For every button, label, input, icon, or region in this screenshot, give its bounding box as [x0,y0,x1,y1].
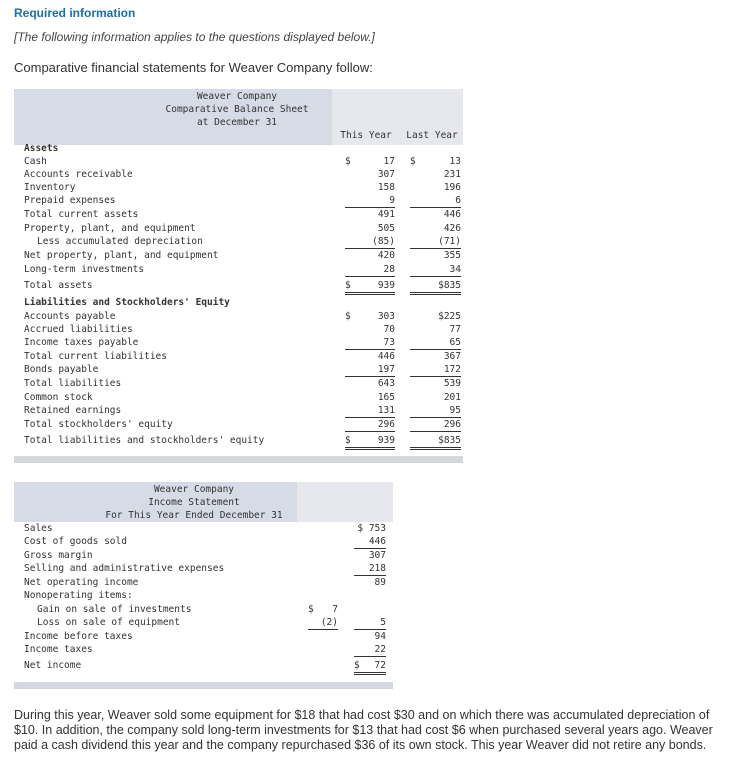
this-year-value: 73 [345,336,395,350]
dollar-sign: $ [410,156,416,167]
table-row [14,535,393,548]
last-year-value: $835 [410,434,461,450]
row-label: Less accumulated depreciation [37,236,203,247]
additional-information-paragraph: During this year, Weaver sold some equipment for $18 that had cost $30 and on which there was accumulated depreciation of $10. In addition, the company sold long-term investments for $13 that had cost $6 when purchased several years ago. Weaver paid a cash dividend this year and the company repurchased $36 of its own stock. This year Weaver did not retire any bonds. [14,708,713,753]
row-label: Assets [24,143,59,154]
table-row [14,418,463,431]
dollar-sign: $ [345,280,351,291]
table-row [14,336,463,349]
table-row [14,616,393,629]
dollar-sign: $ [345,435,351,446]
row-label: Gross margin [24,550,93,561]
row-label: Total liabilities [24,378,122,389]
this-year-value: 420 [377,250,395,261]
this-year-value: 9 [345,194,395,208]
instruction-note: [The following information applies to the questions displayed below.] [14,30,375,44]
table-row [14,603,393,616]
dollar-sign: $ [308,604,314,615]
row-label: Long-term investments [24,264,145,275]
table-row [14,562,393,575]
row-label: Property, plant, and equipment [24,223,196,234]
last-year-value: 6 [410,194,461,208]
this-year-value: 307 [377,169,395,180]
income-statement-bottom-band [14,682,393,689]
column-header-last-year: Last Year [406,130,458,141]
balance-sheet-bottom-band [14,456,463,463]
dollar-sign: $ [345,311,351,322]
table-row [14,194,463,207]
amount-value: 218 [354,562,386,576]
this-year-value: 28 [345,263,395,277]
row-label: Total liabilities and stockholders' equity [24,435,265,446]
table-row [14,142,463,155]
row-label: Liabilities and Stockholders' Equity [24,297,230,308]
row-label: Accounts payable [24,311,116,322]
table-row [14,363,463,376]
last-year-value: 34 [410,263,461,277]
this-year-value: $ 939 [345,279,395,295]
table-row [14,279,463,292]
table-row [14,296,463,309]
row-label: Total stockholders' equity [24,419,173,430]
amount-value: 307 [368,550,386,561]
column-header-this-year: This Year [340,130,392,141]
row-label: Inventory [24,182,76,193]
row-label: Accounts receivable [24,169,133,180]
sub-amount-value: $ 7 [308,604,338,615]
this-year-value: 446 [377,351,395,362]
sub-amount-value: (2) [308,616,338,630]
row-label: Common stock [24,392,93,403]
this-year-value: $ 303 [345,311,395,322]
table-row [14,168,463,181]
balance-sheet-company: Weaver Company [196,91,278,102]
row-label: Prepaid expenses [24,195,116,206]
dollar-sign: $ [345,156,351,167]
last-year-value: 95 [410,404,461,418]
table-row [14,208,463,221]
income-statement-column-header-band [297,482,393,522]
this-year-value: 131 [345,404,395,418]
row-label: Total current liabilities [24,351,167,362]
this-year-value: 158 [377,182,395,193]
table-row [14,222,463,235]
last-year-value: 426 [443,223,461,234]
last-year-value: 367 [443,351,461,362]
table-row [14,249,463,262]
row-label: Nonoperating items: [24,590,133,601]
this-year-value: $ 939 [345,434,395,450]
row-label: Retained earnings [24,405,122,416]
intro-text: Comparative financial statements for Weaver Company follow: [14,60,373,75]
row-label: Accrued liabilities [24,324,133,335]
amount-value: 22 [354,643,386,657]
this-year-value: 491 [377,209,395,220]
income-statement-period: For This Year Ended December 31 [105,510,283,521]
last-year-value: 196 [443,182,461,193]
last-year-value: 231 [443,169,461,180]
table-row [14,235,463,248]
table-row [14,630,393,643]
amount-value: 89 [374,577,386,588]
table-row [14,643,393,656]
income-statement-title: Income Statement [148,497,240,508]
row-label: Loss on sale of equipment [37,617,180,628]
row-label: Net income [24,660,82,671]
this-year-value: 505 [377,223,395,234]
last-year-value: 172 [410,363,461,377]
balance-sheet-date: at December 31 [196,117,278,128]
row-label: Selling and administrative expenses [24,563,225,574]
income-statement-company: Weaver Company [153,484,235,495]
dollar-sign: $ [354,660,360,671]
table-row [14,522,393,535]
balance-sheet-title: Comparative Balance Sheet [165,104,309,115]
amount-value: 446 [354,535,386,549]
this-year-value: 197 [345,363,395,377]
last-year-value: 355 [443,250,461,261]
table-row [14,350,463,363]
this-year-value: (85) [345,235,395,249]
last-year-value: $225 [438,311,461,322]
table-row [14,549,393,562]
row-label: Sales [24,523,53,534]
row-label: Cash [24,156,47,167]
row-label: Net operating income [24,577,139,588]
amount-value: $ 753 [357,523,386,534]
row-label: Net property, plant, and equipment [24,250,219,261]
row-label: Total assets [24,280,93,291]
last-year-value: 446 [443,209,461,220]
this-year-value: $ 17 [345,156,395,167]
this-year-value: 70 [383,324,395,335]
row-label: Income taxes [24,644,93,655]
row-label: Cost of goods sold [24,536,127,547]
last-year-value: $835 [410,279,461,295]
row-label: Income before taxes [24,631,133,642]
last-year-value: 539 [443,378,461,389]
table-row [14,323,463,336]
table-row [14,181,463,194]
table-row [14,659,393,672]
table-row [14,155,463,168]
this-year-value: 165 [377,392,395,403]
table-row [14,404,463,417]
table-row [14,263,463,276]
table-row [14,310,463,323]
table-row [14,576,393,589]
required-information-heading: Required information [14,6,136,20]
table-row [14,434,463,447]
this-year-value: 643 [377,378,395,389]
amount-value: $ 72 [354,659,386,675]
row-label: Total current assets [24,209,139,220]
last-year-value: 201 [443,392,461,403]
row-label: Income taxes payable [24,337,139,348]
last-year-value: $ 13 [410,156,461,167]
last-year-value: 77 [449,324,461,335]
table-row [14,377,463,390]
table-row [14,391,463,404]
last-year-value: 296 [410,418,461,432]
last-year-value: (71) [410,235,461,249]
amount-value: 94 [374,631,386,642]
balance-sheet-table [14,89,463,463]
income-statement-table [14,482,393,689]
last-year-value: 65 [410,336,461,350]
row-label: Gain on sale of investments [37,604,192,615]
this-year-value: 296 [345,418,395,432]
row-label: Bonds payable [24,364,99,375]
amount-value: 5 [354,616,386,630]
table-row [14,589,393,602]
